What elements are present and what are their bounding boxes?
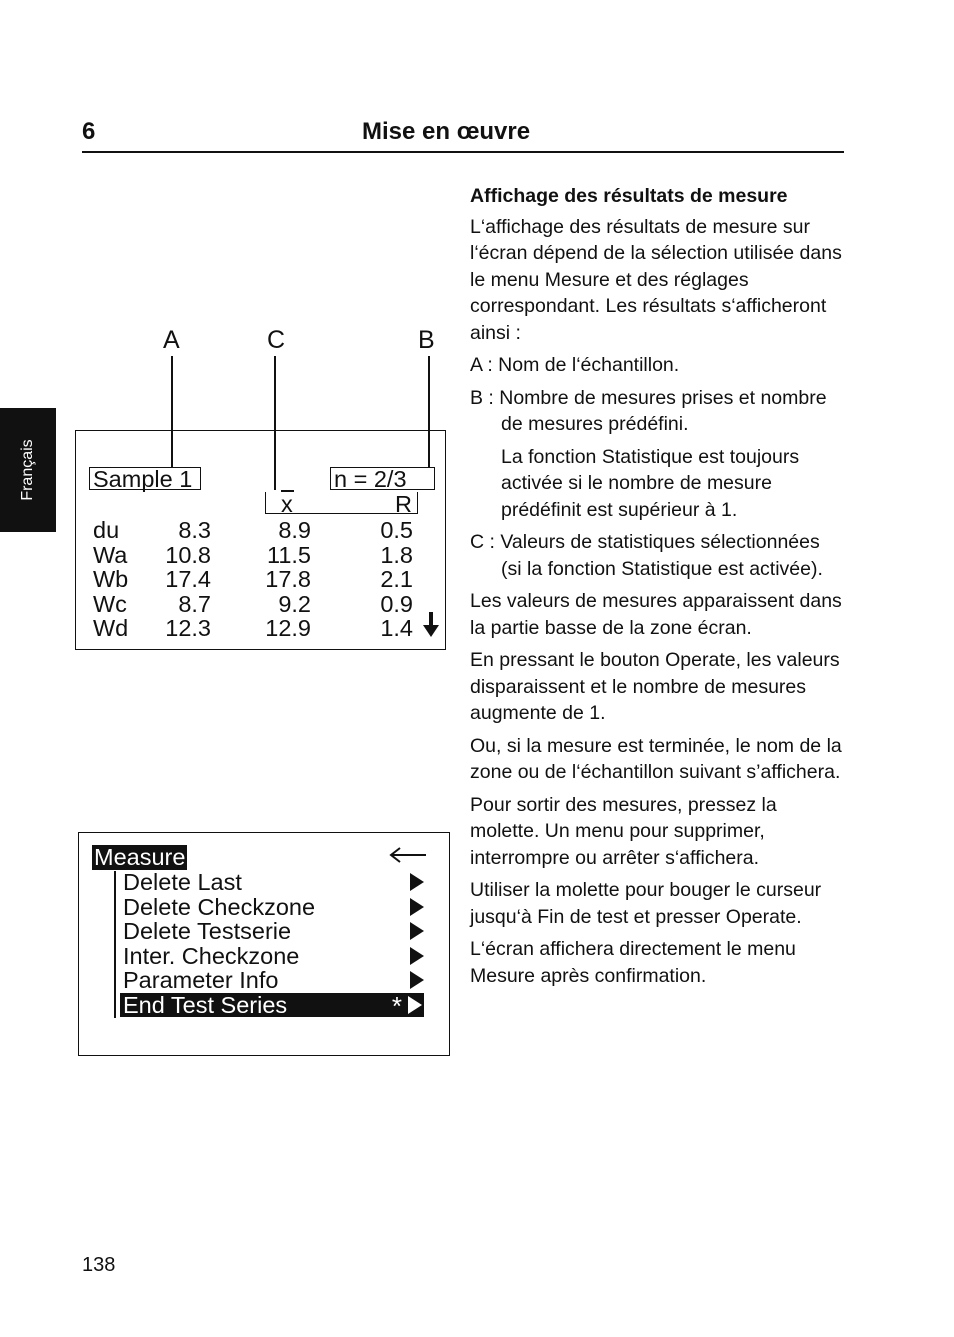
- row-range: 2.1: [380, 566, 413, 592]
- menu-item-label: Delete Last: [123, 869, 242, 895]
- row-value: 10.8: [165, 541, 211, 568]
- menu-title: Measure: [94, 844, 186, 870]
- paragraph: Utiliser la molette pour bouger le curseur jusqu‘à Fin de test et presser Operate.: [470, 879, 822, 928]
- row-mean: 11.5: [267, 541, 311, 568]
- row-value: 17.4: [165, 566, 211, 592]
- row-mean: 8.9: [278, 517, 311, 543]
- body-text: [470, 183, 845, 995]
- mean-header: x: [281, 491, 293, 517]
- paragraph: L‘écran affichera directement le menu Mesure après confirmation.: [470, 938, 796, 987]
- range-header: R: [395, 491, 412, 517]
- row-name: Wd: [93, 615, 129, 641]
- chapter-number: 6: [82, 118, 96, 145]
- down-arrow-icon: [422, 612, 440, 638]
- sample-name: Sample 1: [89, 467, 201, 490]
- item-a: A : Nom de l‘échantillon.: [470, 354, 680, 376]
- row-name: du: [93, 517, 120, 543]
- menu-item-delete-testserie[interactable]: [120, 919, 424, 944]
- chapter-title: Mise en œuvre: [362, 118, 531, 145]
- language-tab: [0, 408, 56, 532]
- row-name: Wc: [93, 590, 127, 617]
- submenu-arrow-icon: [410, 947, 424, 965]
- row-name: Wa: [93, 541, 128, 568]
- item-b: B : Nombre de mesures prises et nombre de mesures prédéfini.: [470, 386, 827, 435]
- menu-item-label: Delete Testserie: [123, 918, 292, 944]
- submenu-arrow-icon: [410, 922, 424, 940]
- submenu-arrow-icon: [410, 873, 424, 891]
- menu-item-label: End Test Series: [123, 991, 288, 1018]
- menu-item-label: Inter. Checkzone: [123, 942, 300, 969]
- submenu-arrow-icon: [410, 898, 424, 916]
- row-range: 0.5: [380, 517, 413, 543]
- row-value: 12.3: [165, 615, 211, 641]
- row-name: Wb: [93, 566, 129, 592]
- header-rule: [82, 151, 844, 153]
- row-mean: 9.2: [278, 590, 311, 617]
- row-value: 8.7: [178, 590, 211, 617]
- menu-item-end-test-series[interactable]: [120, 990, 424, 1021]
- row-mean: 17.8: [265, 566, 311, 592]
- page-number: 138: [82, 1254, 116, 1276]
- row-value: 8.3: [178, 517, 211, 543]
- submenu-arrow-icon: [408, 996, 422, 1014]
- callout-c: C: [267, 326, 286, 354]
- row-mean: 12.9: [265, 615, 311, 641]
- paragraph: Les valeurs de mesures apparaissent dans la partie basse de la zone écran.: [470, 590, 842, 639]
- menu-item-parameter-info[interactable]: [120, 968, 424, 993]
- row-range: 1.8: [380, 541, 413, 568]
- callout-b: B: [418, 326, 435, 354]
- back-arrow-icon[interactable]: [388, 843, 428, 867]
- paragraph: Pour sortir des mesures, pressez la molette. Un menu pour supprimer, interrompre ou arrêter s‘affichera.: [470, 793, 777, 869]
- callout-a: A: [163, 326, 180, 354]
- menu-tree-line: [114, 871, 116, 1018]
- section-heading: Affichage des résultats de mesure: [470, 185, 788, 207]
- submenu-arrow-icon: [410, 971, 424, 989]
- row-range: 0.9: [380, 590, 413, 617]
- menu-item-inter-checkzone[interactable]: [120, 944, 424, 969]
- paragraph: En pressant le bouton Operate, les valeurs disparaissent et le nombre de mesures augmente de 1.: [470, 649, 840, 724]
- item-b-note: La fonction Statistique est toujours activée si le nombre de mesure prédéfinit est supérieur à 1.: [501, 445, 800, 521]
- paragraph-intro: L‘affichage des résultats de mesure sur l‘écran dépend de la sélection utilisée dans le menu Mesure et des réglages correspondant. Les résultats s‘afficheront ainsi :: [470, 215, 842, 344]
- row-range: 1.4: [380, 615, 413, 641]
- measurement-count: n = 2/3: [330, 467, 435, 490]
- paragraph: Ou, si la mesure est terminée, le nom de la zone ou de l‘échantillon suivant s’affichera.: [470, 734, 842, 783]
- menu-item-delete-last[interactable]: [120, 870, 424, 895]
- menu-item-label: Parameter Info: [123, 967, 279, 993]
- item-c: C : Valeurs de statistiques sélectionnées (si la fonction Statistique est activée).: [470, 531, 823, 580]
- menu-item-label: Delete Checkzone: [123, 893, 316, 920]
- menu-item-delete-checkzone[interactable]: [120, 895, 424, 920]
- selection-marker: *: [391, 990, 402, 1021]
- language-tab-label: Français: [19, 439, 36, 501]
